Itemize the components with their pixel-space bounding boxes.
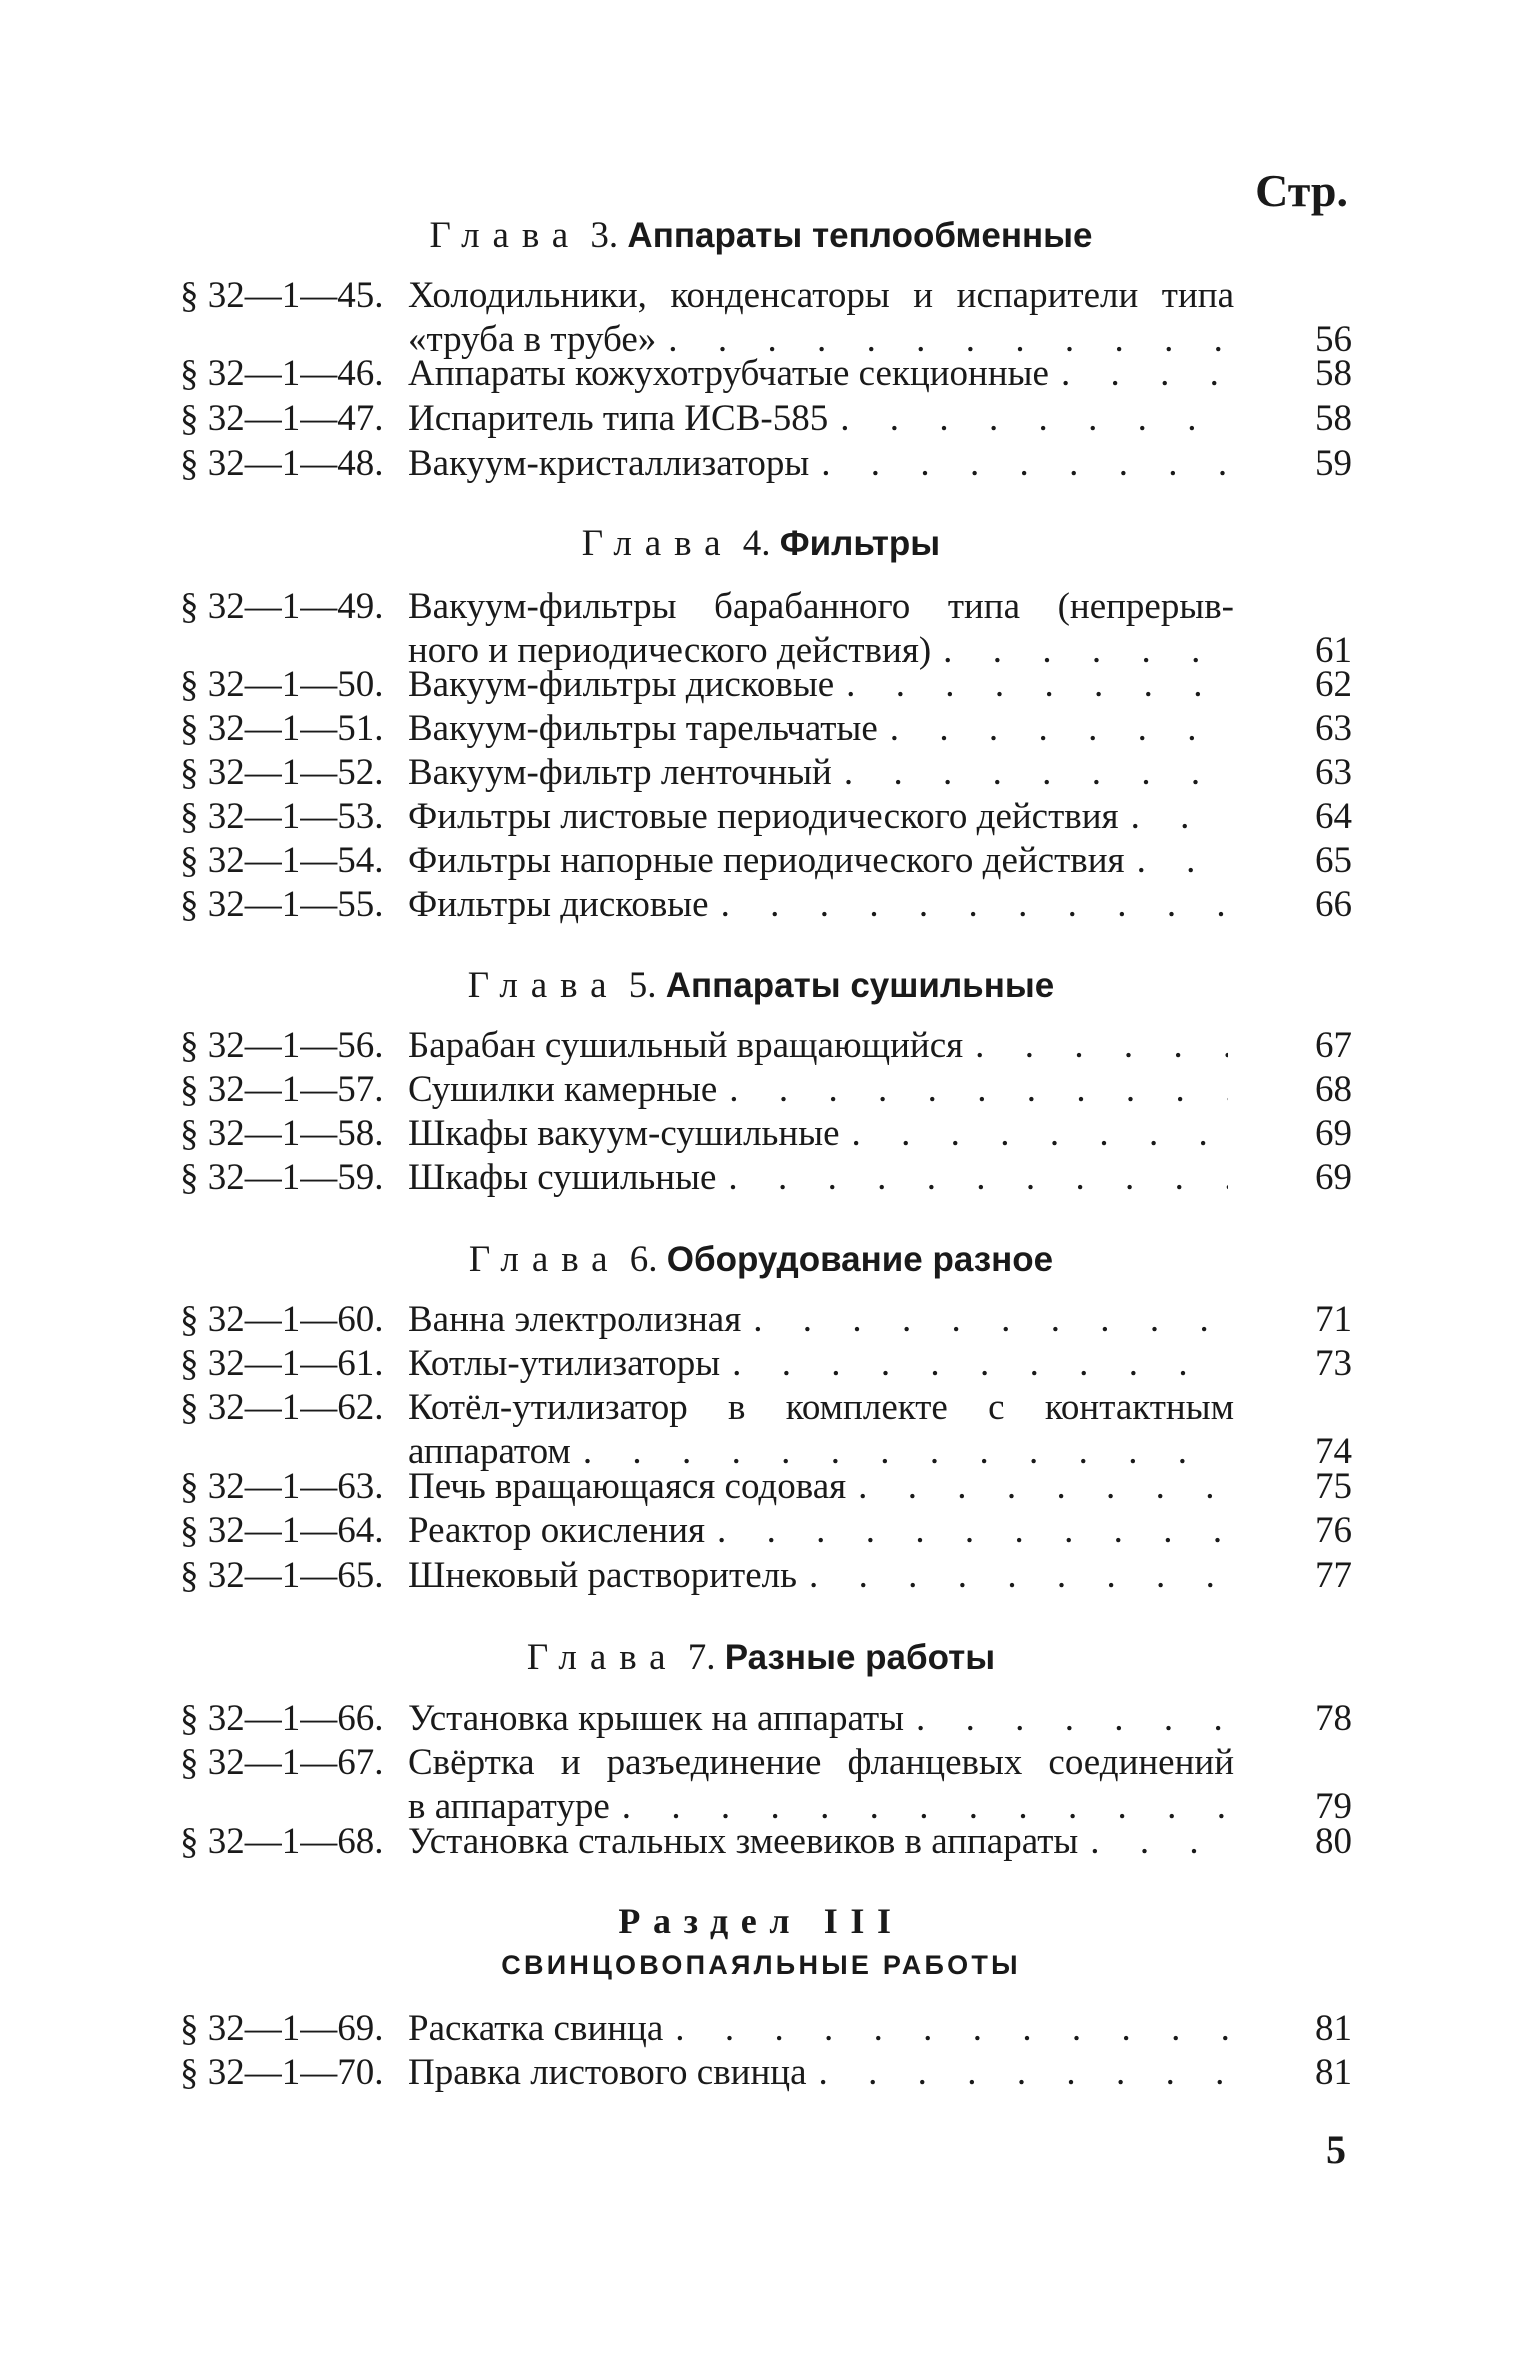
toc-page-number: 73 <box>1315 1343 1352 1384</box>
toc-entry-title: Барабан сушильный вращающийся <box>408 1025 964 1066</box>
toc-section-number: § 32—1—47. <box>180 398 384 439</box>
toc-entry <box>180 663 1352 707</box>
toc-page-number: 78 <box>1315 1698 1352 1739</box>
toc-page-number: 63 <box>1315 752 1352 793</box>
chapter-label: Глава <box>468 1239 621 1280</box>
toc-section-number: § 32—1—67. <box>180 1742 384 1783</box>
toc-entry <box>180 1112 1352 1156</box>
chapter-title: Разные работы <box>724 1638 996 1677</box>
toc-entry <box>180 1298 1352 1342</box>
toc-entry <box>180 1697 1352 1741</box>
toc-page-number: 65 <box>1315 840 1352 881</box>
toc-entry <box>180 1024 1352 1068</box>
toc-page-number: 58 <box>1315 398 1352 439</box>
toc-entry <box>180 585 1352 673</box>
toc-page-number: 61 <box>1315 630 1352 671</box>
chapter-number: 3. <box>590 215 619 256</box>
toc-section-number: § 32—1—59. <box>180 1157 384 1198</box>
dot-leader <box>840 397 1228 441</box>
toc-entry-title: Фильтры дисковые <box>408 884 709 925</box>
toc-entry-title: Фильтры напорные периодического действия <box>408 840 1125 881</box>
dot-leader <box>1131 795 1228 839</box>
chapter-heading <box>176 1636 1346 1679</box>
toc-page-number: 75 <box>1315 1466 1352 1507</box>
toc-section-number: § 32—1—56. <box>180 1025 384 1066</box>
chapter-label: Глава <box>429 215 582 256</box>
dot-leader <box>732 1342 1228 1386</box>
toc-entry-title-line1: Холодильники, конденсаторы и испарители типа <box>408 275 1234 316</box>
toc-page-number: 64 <box>1315 796 1352 837</box>
toc-entry-title: Установка стальных змеевиков в аппараты <box>408 1821 1079 1862</box>
toc-entry <box>180 2007 1352 2051</box>
chapter-number: 6. <box>629 1239 658 1280</box>
toc-entry <box>180 2051 1352 2095</box>
toc-section-number: § 32—1—45. <box>180 275 384 316</box>
toc-entry-title: Установка крышек на аппараты <box>408 1698 904 1739</box>
toc-entry <box>180 1465 1352 1509</box>
dot-leader <box>1061 352 1228 396</box>
toc-entry-title: Ванна электролизная <box>408 1299 742 1340</box>
toc-page-number: 71 <box>1315 1299 1352 1340</box>
chapter-label: Глава <box>526 1637 679 1678</box>
toc-entry <box>180 795 1352 839</box>
toc-entry <box>180 883 1352 927</box>
toc-entry-title: «труба в трубе» <box>408 319 657 360</box>
toc-entry <box>180 397 1352 441</box>
toc-section-number: § 32—1—60. <box>180 1299 384 1340</box>
toc-entry <box>180 1820 1352 1864</box>
chapter-title: Аппараты сушильные <box>665 966 1055 1005</box>
toc-entry <box>180 1386 1352 1474</box>
toc-entry-title: Шнековый растворитель <box>408 1555 797 1596</box>
toc-entry-title: Печь вращающаяся содовая <box>408 1466 847 1507</box>
toc-page-number: 62 <box>1315 664 1352 705</box>
dot-leader <box>1090 1820 1228 1864</box>
toc-entry-title-line1: Вакуум-фильтры барабанного типа (непрерыв- <box>408 586 1234 627</box>
toc-section-number: § 32—1—57. <box>180 1069 384 1110</box>
toc-entry <box>180 1554 1352 1598</box>
dot-leader <box>821 442 1228 486</box>
toc-page-number: 66 <box>1315 884 1352 925</box>
toc-page-number: 58 <box>1315 353 1352 394</box>
chapter-title: Аппараты теплообменные <box>627 216 1093 255</box>
toc-section-number: § 32—1—49. <box>180 586 384 627</box>
toc-page-number: 68 <box>1315 1069 1352 1110</box>
toc-entry <box>180 1068 1352 1112</box>
toc-page-number: 80 <box>1315 1821 1352 1862</box>
toc-entry <box>180 751 1352 795</box>
dot-leader <box>819 2051 1228 2095</box>
chapter-heading <box>176 522 1346 565</box>
toc-entry-title: ного и периодического действия) <box>408 630 932 671</box>
toc-entry-title: аппаратом <box>408 1431 571 1472</box>
chapter-heading <box>176 1238 1346 1281</box>
toc-entry <box>180 274 1352 362</box>
toc-page-number: 67 <box>1315 1025 1352 1066</box>
dot-leader <box>809 1554 1228 1598</box>
chapter-heading <box>176 214 1346 257</box>
toc-page-number: 74 <box>1315 1431 1352 1472</box>
chapter-label: Глава <box>467 965 620 1006</box>
toc-section-number: § 32—1—66. <box>180 1698 384 1739</box>
dot-leader <box>852 1112 1229 1156</box>
toc-page-number: 56 <box>1315 319 1352 360</box>
toc-entry-title: Испаритель типа ИСВ-585 <box>408 398 829 439</box>
toc-entry-title: Котлы-утилизаторы <box>408 1343 721 1384</box>
toc-page-number: 77 <box>1315 1555 1352 1596</box>
dot-leader <box>675 2007 1228 2051</box>
toc-entry-title: Реактор окисления <box>408 1510 706 1551</box>
section-title: СВИНЦОВОПАЯЛЬНЫЕ РАБОТЫ <box>501 1950 1021 1980</box>
toc-entry-title: Вакуум-кристаллизаторы <box>408 443 810 484</box>
toc-section-number: § 32—1—61. <box>180 1343 384 1384</box>
toc-section-number: § 32—1—54. <box>180 840 384 881</box>
toc-entry <box>180 1509 1352 1553</box>
toc-entry-title-line1: Свёртка и разъединение фланцевых соединений <box>408 1742 1234 1783</box>
toc-entry <box>180 707 1352 751</box>
chapter-number: 7. <box>687 1637 716 1678</box>
dot-leader <box>844 751 1228 795</box>
toc-section-number: § 32—1—53. <box>180 796 384 837</box>
chapter-number: 5. <box>628 965 657 1006</box>
toc-section-number: § 32—1—46. <box>180 353 384 394</box>
dot-leader <box>728 1156 1228 1200</box>
toc-entry <box>180 839 1352 883</box>
toc-entry-title: Фильтры листовые периодического действия <box>408 796 1119 837</box>
toc-section-number: § 32—1—48. <box>180 443 384 484</box>
toc-entry-title: Вакуум-фильтры дисковые <box>408 664 835 705</box>
dot-leader <box>916 1697 1228 1741</box>
dot-leader <box>890 707 1228 751</box>
toc-page-number: 76 <box>1315 1510 1352 1551</box>
toc-section-number: § 32—1—70. <box>180 2052 384 2093</box>
toc-section-number: § 32—1—68. <box>180 1821 384 1862</box>
toc-entry-title: Сушилки камерные <box>408 1069 718 1110</box>
chapter-title: Фильтры <box>779 524 941 563</box>
toc-entry-title: Вакуум-фильтр ленточный <box>408 752 832 793</box>
toc-entry-title: Раскатка свинца <box>408 2008 664 2049</box>
toc-page-number: 69 <box>1315 1157 1352 1198</box>
toc-entry <box>180 442 1352 486</box>
toc-section-number: § 32—1—65. <box>180 1555 384 1596</box>
toc-entry <box>180 1741 1352 1829</box>
toc-section-number: § 32—1—63. <box>180 1466 384 1507</box>
dot-leader <box>1137 839 1228 883</box>
toc-entry <box>180 352 1352 396</box>
dot-leader <box>753 1298 1228 1342</box>
dot-leader <box>858 1465 1228 1509</box>
toc-section-number: § 32—1—64. <box>180 1510 384 1551</box>
chapter-heading <box>176 964 1346 1007</box>
toc-entry-title: Шкафы сушильные <box>408 1157 717 1198</box>
page-column-label: Стр. <box>1255 165 1348 216</box>
chapter-number: 4. <box>742 523 771 564</box>
toc-section-number: § 32—1—58. <box>180 1113 384 1154</box>
chapter-label: Глава <box>581 523 734 564</box>
dot-leader <box>975 1024 1228 1068</box>
toc-entry-title-line1: Котёл-утилизатор в комплекте с контактным <box>408 1387 1234 1428</box>
toc-page-number: 81 <box>1315 2052 1352 2093</box>
section-label: Раздел III <box>618 1901 904 1941</box>
toc-entry-title: Вакуум-фильтры тарельчатые <box>408 708 878 749</box>
toc-section-number: § 32—1—51. <box>180 708 384 749</box>
toc-section-number: § 32—1—62. <box>180 1387 384 1428</box>
page-number: 5 <box>1326 2127 1346 2172</box>
toc-section-number: § 32—1—52. <box>180 752 384 793</box>
toc-section-number: § 32—1—69. <box>180 2008 384 2049</box>
toc-page-number: 81 <box>1315 2008 1352 2049</box>
dot-leader <box>846 663 1228 707</box>
toc-entry <box>180 1342 1352 1386</box>
chapter-title: Оборудование разное <box>666 1240 1054 1279</box>
toc-entry <box>180 1156 1352 1200</box>
toc-section-number: § 32—1—55. <box>180 884 384 925</box>
dot-leader <box>721 883 1228 927</box>
toc-page-number: 79 <box>1315 1786 1352 1827</box>
dot-leader <box>717 1509 1228 1553</box>
toc-page-number: 63 <box>1315 708 1352 749</box>
toc-entry-title: Правка листового свинца <box>408 2052 807 2093</box>
toc-page-number: 69 <box>1315 1113 1352 1154</box>
dot-leader <box>729 1068 1228 1112</box>
toc-entry-title: в аппаратуре <box>408 1786 610 1827</box>
toc-section-number: § 32—1—50. <box>180 664 384 705</box>
toc-page-number: 59 <box>1315 443 1352 484</box>
toc-entry-title: Аппараты кожухотрубчатые секционные <box>408 353 1049 394</box>
toc-entry-title: Шкафы вакуум-сушильные <box>408 1113 840 1154</box>
